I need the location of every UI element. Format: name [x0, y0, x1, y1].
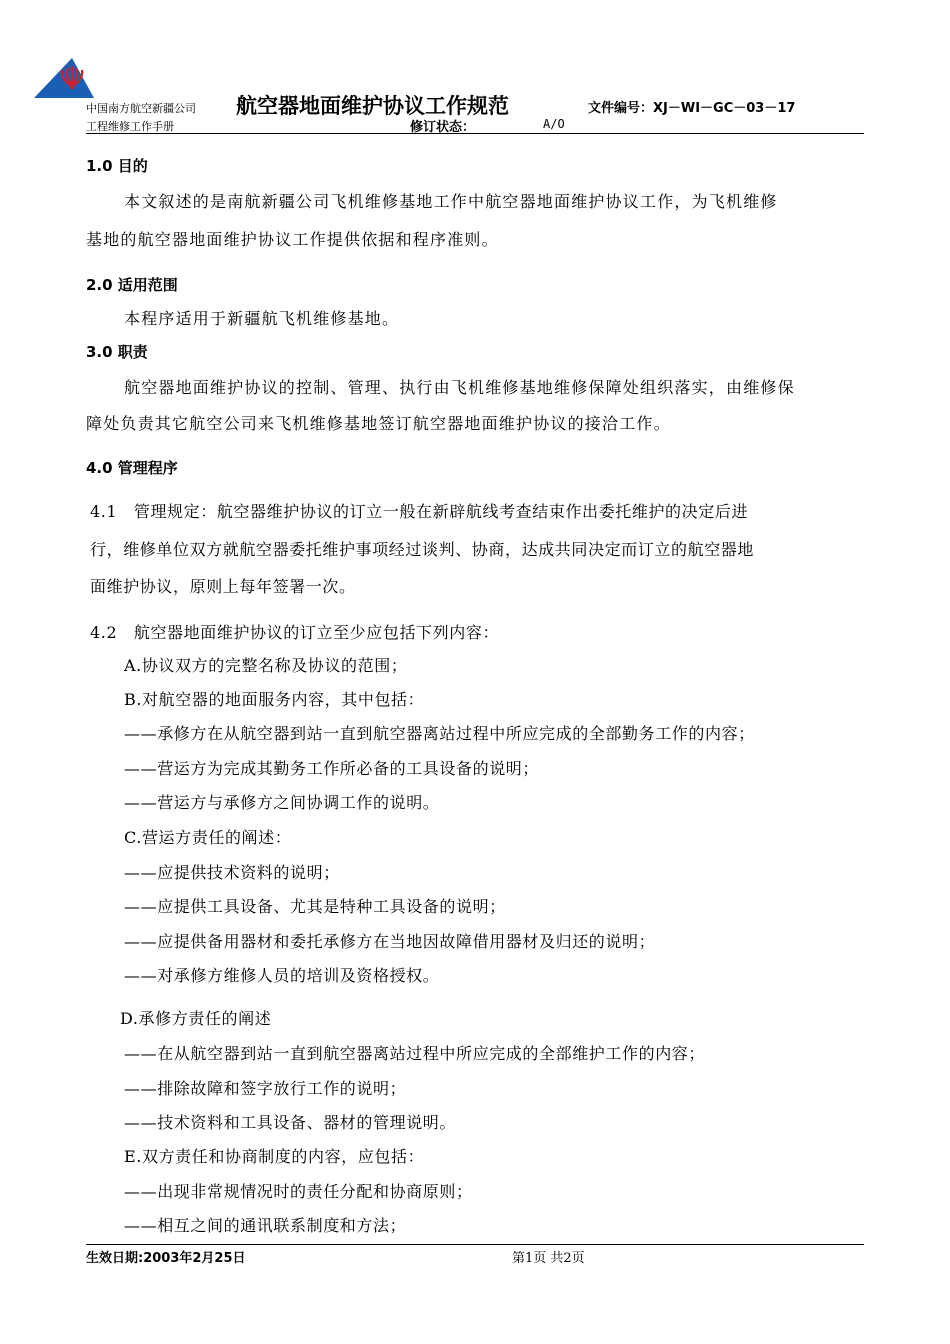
revision-label: 修订状态： [410, 120, 476, 135]
paragraph-line: 本程序适用于新疆航飞机维修基地。 [124, 309, 400, 328]
page-number: 第1页 共2页 [512, 1251, 585, 1266]
list-item: ——出现非常规情况时的责任分配和协商原则； [124, 1182, 473, 1201]
section-heading-responsibility: 3.0 职责 [86, 343, 148, 361]
list-item: ——相互之间的通讯联系制度和方法； [124, 1216, 407, 1235]
list-item: ——营运方与承修方之间协调工作的说明。 [124, 793, 440, 812]
page-title: 航空器地面维护协议工作规范 [236, 94, 509, 118]
header-divider [86, 133, 864, 134]
paragraph-line: 4.1 管理规定：航空器维护协议的订立一般在新辟航线考查结束作出委托维护的决定后进 [90, 502, 749, 521]
list-item: ——排除故障和签字放行工作的说明； [124, 1079, 407, 1098]
paragraph-line: 基地的航空器地面维护协议工作提供依据和程序准则。 [86, 230, 499, 249]
airline-logo-icon [32, 56, 98, 100]
list-item: D.承修方责任的阐述 [120, 1009, 272, 1028]
effective-date: 生效日期:2003年2月25日 [86, 1251, 246, 1266]
list-item: ——应提供技术资料的说明； [124, 863, 340, 882]
paragraph-line: 本文叙述的是南航新疆公司飞机维修基地工作中航空器地面维护协议工作，为飞机维修 [124, 192, 778, 211]
company-name: 中国南方航空新疆公司 [86, 102, 196, 115]
list-item: A.协议双方的完整名称及协议的范围； [124, 656, 408, 675]
paragraph-line: 面维护协议，原则上每年签署一次。 [90, 577, 356, 596]
footer-divider [86, 1244, 864, 1245]
list-item: ——在从航空器到站一直到航空器离站过程中所应完成的全部维护工作的内容； [124, 1044, 706, 1063]
list-item: ——营运方为完成其勤务工作所必备的工具设备的说明； [124, 759, 540, 778]
paragraph-line: 障处负责其它航空公司来飞机维修基地签订航空器地面维护协议的接洽工作。 [86, 414, 671, 433]
manual-name: 工程维修工作手册 [86, 120, 174, 133]
section-heading-scope: 2.0 适用范围 [86, 276, 178, 294]
revision-value: A/O [543, 117, 565, 131]
list-item: ——承修方在从航空器到站一直到航空器离站过程中所应完成的全部勤务工作的内容； [124, 724, 755, 743]
section-heading-procedure: 4.0 管理程序 [86, 459, 178, 477]
list-item: ——应提供备用器材和委托承修方在当地因故障借用器材及归还的说明； [124, 932, 656, 951]
paragraph-line: 行，维修单位双方就航空器委托维护事项经过谈判、协商，达成共同决定而订立的航空器地 [90, 540, 755, 559]
list-item: E.双方责任和协商制度的内容，应包括： [124, 1147, 425, 1166]
list-item: ——对承修方维修人员的培训及资格授权。 [124, 966, 440, 985]
document-number: 文件编号：XJ－WI－GC－03－17 [588, 101, 796, 116]
paragraph-line: 航空器地面维护协议的控制、管理、执行由飞机维修基地维修保障处组织落实，由维修保 [124, 378, 795, 397]
list-item: C.营运方责任的阐述： [124, 828, 292, 847]
list-item: ——应提供工具设备、尤其是特种工具设备的说明； [124, 897, 506, 916]
paragraph-line: 4.2 航空器地面维护协议的订立至少应包括下列内容： [90, 623, 500, 642]
list-item: B.对航空器的地面服务内容，其中包括： [124, 690, 425, 709]
list-item: ——技术资料和工具设备、器材的管理说明。 [124, 1113, 457, 1132]
section-heading-purpose: 1.0 目的 [86, 157, 148, 175]
